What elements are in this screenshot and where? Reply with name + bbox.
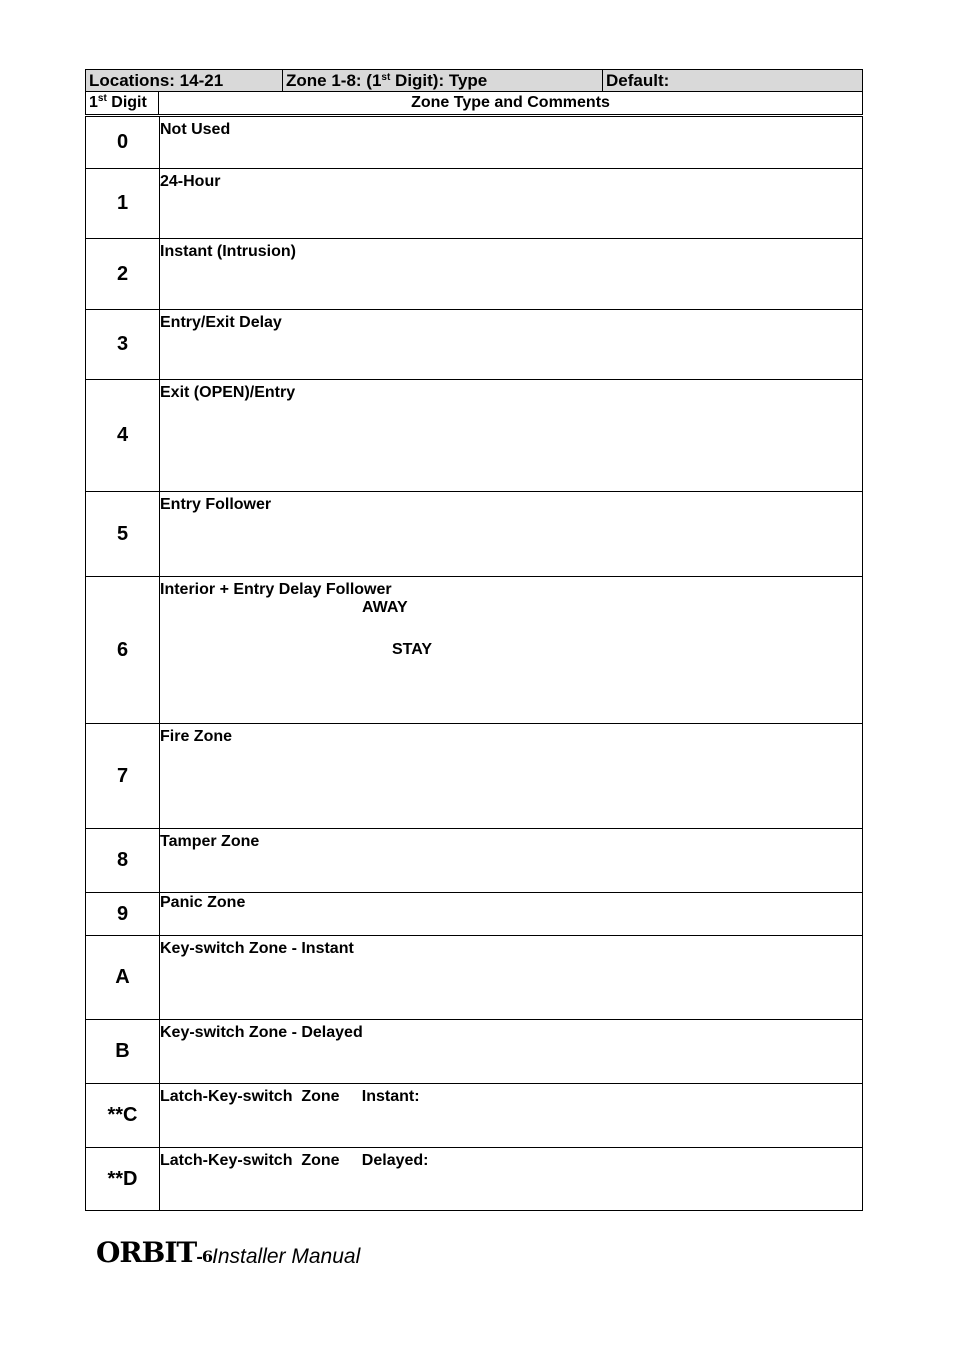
zone-digit: B <box>86 1020 160 1083</box>
zone-row-4 <box>85 379 863 492</box>
locations-cell: Locations: 14-21 <box>89 71 224 90</box>
zone-row-d <box>85 1147 863 1211</box>
zone-digit: 8 <box>86 829 160 892</box>
zone-digit: 9 <box>86 893 160 935</box>
zone-row-9 <box>85 892 863 936</box>
zone-row-8 <box>85 828 863 893</box>
column-header-row <box>85 91 863 115</box>
header-row <box>85 69 863 92</box>
zone-type-text-end: Digit): Type <box>390 71 488 90</box>
zone-digit: 2 <box>86 239 160 309</box>
zone-row-c <box>85 1083 863 1148</box>
logo-suffix: -6 <box>196 1247 213 1266</box>
digit-header-text-end: Digit <box>106 94 147 111</box>
zone-label: 24-Hour <box>160 173 221 190</box>
digit-header-text: 1 <box>89 94 98 111</box>
zone-row-1 <box>85 168 863 239</box>
digit-column-header <box>86 92 159 114</box>
zone-type-sup: st <box>381 72 391 83</box>
zone-label: Tamper Zone <box>160 833 260 850</box>
zone-digit: 4 <box>86 380 160 491</box>
zone-digit: 5 <box>86 492 160 576</box>
away-label: AWAY <box>362 599 408 616</box>
digit-header-sup: st <box>97 93 107 104</box>
zone-label: Panic Zone <box>160 894 246 911</box>
logo-text: ORBIT <box>96 1236 197 1269</box>
zone-digit: **D <box>86 1148 160 1210</box>
orbit-logo <box>96 1236 212 1269</box>
zone-type-cell <box>282 70 602 91</box>
zone-label: Exit (OPEN)/Entry <box>160 384 296 401</box>
zone-label: Latch-Key-switch Zone Instant: <box>160 1088 420 1105</box>
stay-label: STAY <box>392 641 433 658</box>
zone-digit: 6 <box>86 577 160 723</box>
comments-column-header: Zone Type and Comments <box>411 94 610 111</box>
zone-label: Latch-Key-switch Zone Delayed: <box>160 1152 429 1169</box>
default-cell: Default: <box>602 70 862 91</box>
zone-digit: 3 <box>86 310 160 379</box>
zone-row-2 <box>85 238 863 310</box>
zone-row-0 <box>85 116 863 169</box>
zone-label: Fire Zone <box>160 728 233 745</box>
zone-type-text: Zone 1-8: (1 <box>286 71 382 90</box>
zone-digit: 0 <box>86 117 160 168</box>
zone-label: Entry Follower <box>160 496 272 513</box>
zone-row-a <box>85 935 863 1020</box>
zone-label: Not Used <box>160 121 231 138</box>
zone-label: Instant (Intrusion) <box>160 243 296 260</box>
zone-label: Entry/Exit Delay <box>160 314 282 331</box>
zone-row-6 <box>85 576 863 724</box>
zone-digit: 1 <box>86 169 160 238</box>
zone-digit: 7 <box>86 724 160 828</box>
zone-row-7 <box>85 723 863 829</box>
zone-label: Key-switch Zone - Delayed <box>160 1024 363 1041</box>
zone-row-3 <box>85 309 863 380</box>
zone-row-5 <box>85 491 863 577</box>
manual-title: Installer Manual <box>212 1245 361 1268</box>
zone-digit: **C <box>86 1084 160 1147</box>
zone-label: Key-switch Zone - Instant <box>160 940 354 957</box>
zone-row-b <box>85 1019 863 1084</box>
zone-label: Interior + Entry Delay Follower <box>160 581 392 598</box>
zone-digit: A <box>86 936 160 1019</box>
